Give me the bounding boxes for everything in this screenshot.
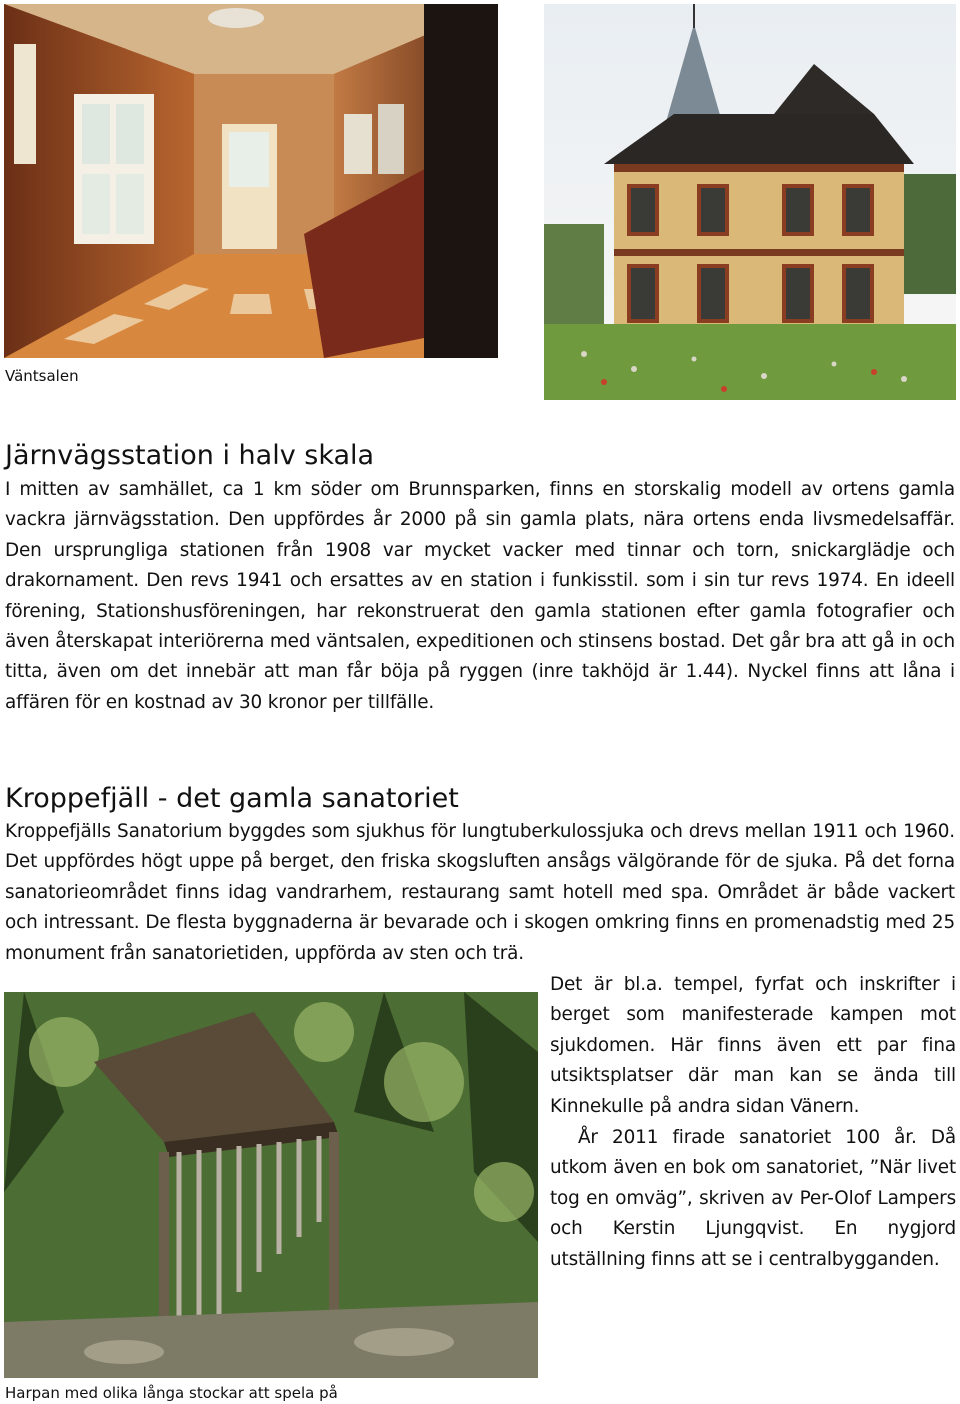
station-house-photo: [544, 4, 956, 400]
sanatorium-anniversary-paragraph: År 2011 firade sanatoriet 100 år. Då utkom även en bok om sanatoriet, ”När livet tog en omväg”, skriven av Per-Olof Lampers och Kerstin Ljungqvist. En nygjord utställning finns att se i centralbygganden.: [550, 1127, 956, 1270]
sanatorium-side-paragraph: Det är bl.a. tempel, fyrfat och inskrifter i berget som manifesterade kampen mot sjukdomen. Här finns även ett par fina utsiktsplatser där man kan se ända till Kinnekulle på andra sidan Vänern.: [550, 974, 956, 1117]
waiting-room-photo: [4, 4, 498, 358]
station-heading: Järnvägsstation i halv skala: [5, 440, 375, 471]
waiting-room-caption: Väntsalen: [5, 367, 79, 385]
sanatorium-heading: Kroppefjäll - det gamla sanatoriet: [5, 783, 459, 814]
harp-caption: Harpan med olika långa stockar att spela på: [5, 1384, 338, 1402]
sanatorium-paragraph: Kroppefjälls Sanatorium byggdes som sjukhus för lungtuberkulossjuka och drevs mellan 1911 och 1960. Det uppfördes högt uppe på berget, den friska skogsluften ansågs välgörande för de sjuka. På det forna sanatorieområdet finns idag vandrarhem, restaurang samt hotell med spa. Området är både vackert och intressant. De flesta byggnaderna är bevarade och i skogen omkring finns en promenadstig med 25 monument från sanatorietiden, uppförda av sten och trä.: [5, 821, 955, 964]
harp-photo: [4, 992, 538, 1378]
station-paragraph: I mitten av samhället, ca 1 km söder om Brunnsparken, finns en storskalig modell av ortens gamla vackra järnvägsstation. Den uppfördes år 2000 på sin gamla plats, nära ortens enda livsmedelsaffär. Den ursprungliga stationen från 1908 var mycket vacker med tinnar och torn, snickarglädje och drakornament. Den revs 1941 och ersattes av en station i funkisstil. som i sin tur revs 1974. En ideell förening, Stationshusföreningen, har rekonstruerat den gamla stationen efter gamla fotografier och även återskapat interiörerna med väntsalen, expeditionen och stinsens bostad. Det går bra att gå in och titta, även om det innebär att man får böja på ryggen (inre takhöjd är 1.44). Nyckel finns att låna i affären för en kostnad av 30 kronor per tillfälle.: [5, 479, 955, 713]
